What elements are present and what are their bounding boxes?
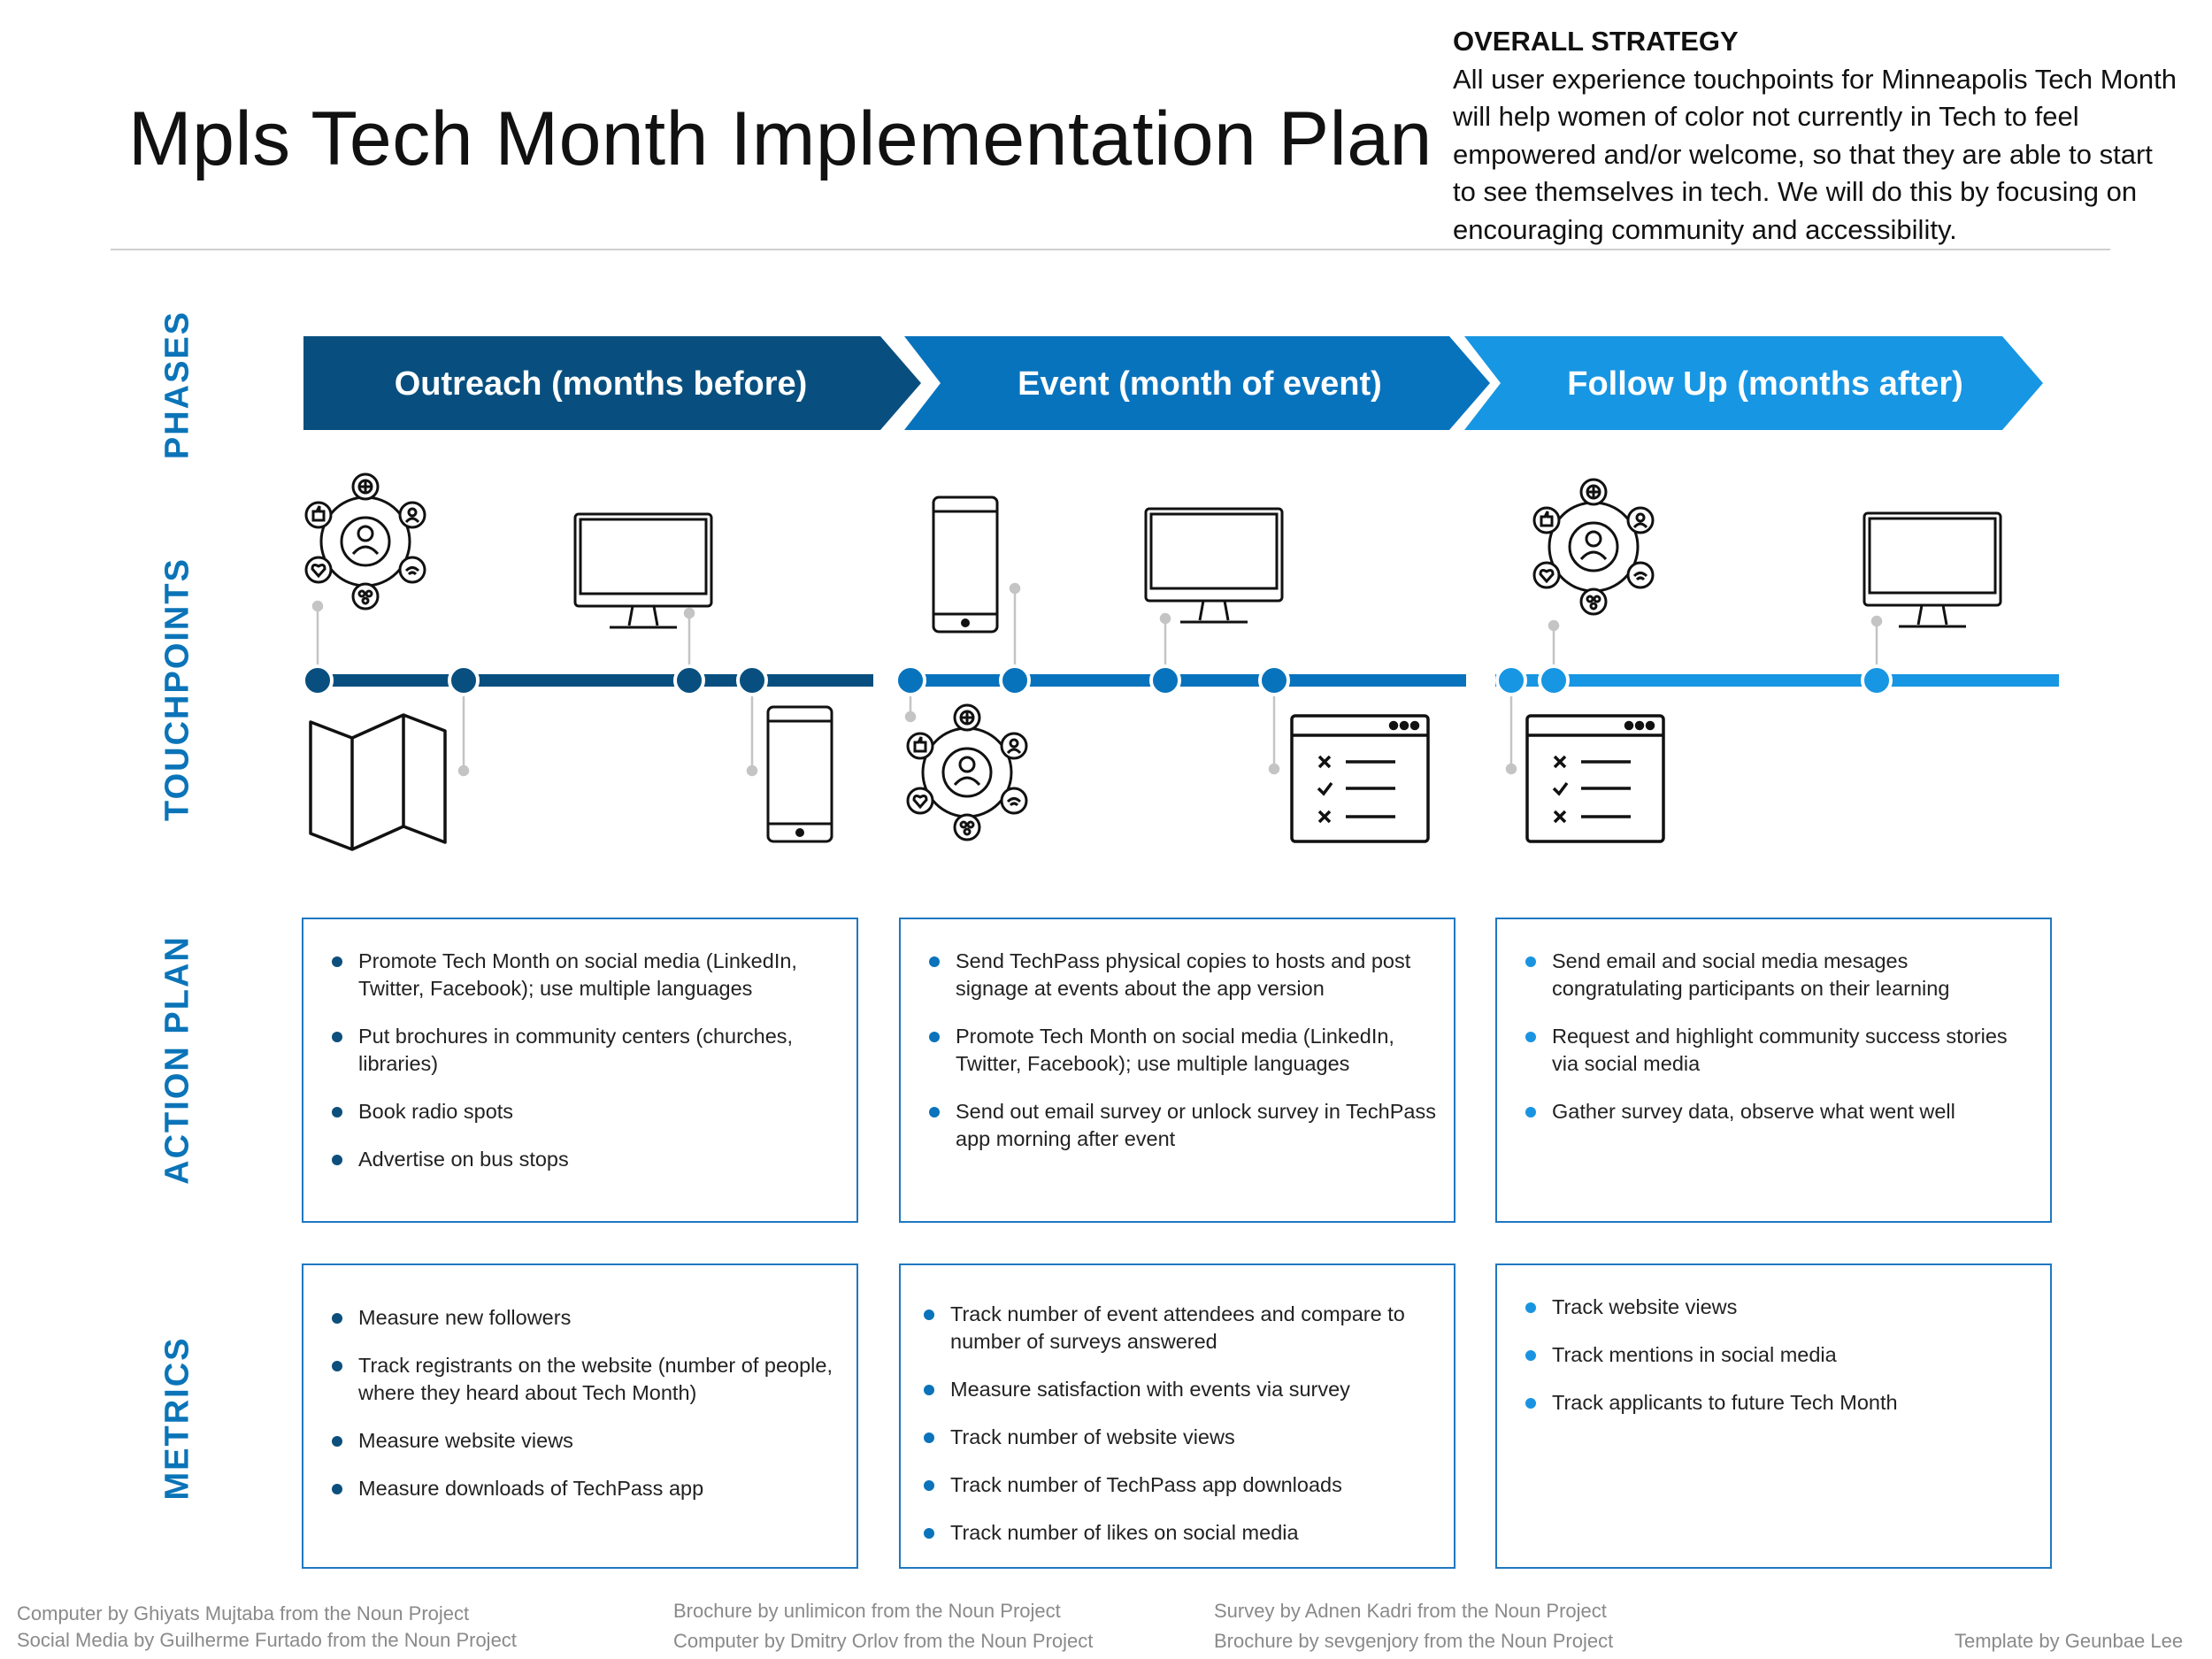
list-item: Measure new followers — [332, 1304, 839, 1332]
action-plan-label: ACTION PLAN — [158, 935, 196, 1185]
list-item: Measure website views — [332, 1427, 839, 1455]
list-item: Send email and social media mesages congratulating participants on their learning — [1525, 948, 2032, 1002]
list-item: Promote Tech Month on social media (LinkedIn, Twitter, Facebook); use multiple languages — [332, 948, 839, 1002]
survey-icon — [1527, 716, 1663, 841]
icon-credit: Survey by Adnen Kadri from the Noun Project — [1214, 1600, 1607, 1622]
list-item: Track applicants to future Tech Month — [1525, 1389, 2032, 1417]
list-item: Gather survey data, observe what went well — [1525, 1098, 2032, 1125]
list-item: Send TechPass physical copies to hosts and post signage at events about the app version — [929, 948, 1436, 1002]
phase-label-outreach: Outreach (months before) — [394, 365, 808, 403]
page-title: Mpls Tech Month Implementation Plan — [128, 96, 1432, 181]
strategy-heading: OVERALL STRATEGY — [1453, 26, 1739, 57]
list-item: Request and highlight community success stories via social media — [1525, 1023, 2032, 1078]
list-item: Advertise on bus stops — [332, 1146, 839, 1173]
list-item: Send out email survey or unlock survey in TechPass app morning after event — [929, 1098, 1436, 1153]
phone-icon — [933, 497, 997, 632]
metrics-event — [899, 1263, 1455, 1569]
touchpoints-label: TOUCHPOINTS — [158, 557, 196, 821]
timeline-outreach — [316, 674, 873, 687]
list-item: Measure downloads of TechPass app — [332, 1475, 839, 1502]
social-media-icon — [908, 705, 1026, 840]
strategy-text: All user experience touchpoints for Minneapolis Tech Month will help women of color not currently in Tech to feel empowered and/or welcome, so that they are able to start to see themselves in tech. We will do this by focusing on encouraging community and accessibility. — [1453, 63, 2177, 245]
icon-credit: Social Media by Guilherme Furtado from the Noun Project — [17, 1629, 517, 1651]
icon-credit: Brochure by sevgenjory from the Noun Project — [1214, 1630, 1614, 1652]
social-media-icon — [1534, 480, 1653, 614]
list-item: Track registrants on the website (number of people, where they heard about Tech Month) — [332, 1352, 839, 1407]
phase-label-event: Event (month of event) — [1018, 365, 1382, 403]
phone-icon — [768, 707, 832, 841]
phase-label-follow-up: Follow Up (months after) — [1567, 365, 1963, 403]
timeline-follow-up — [1495, 674, 2059, 687]
list-item: Track website views — [1525, 1294, 2032, 1321]
metrics-outreach — [302, 1263, 858, 1569]
phases-label: PHASES — [158, 310, 196, 460]
list-item: Track number of TechPass app downloads — [924, 1471, 1436, 1499]
action-plan-follow-up — [1495, 918, 2052, 1223]
list-item: Measure satisfaction with events via survey — [924, 1376, 1436, 1403]
icon-credit: Brochure by unlimicon from the Noun Project — [673, 1600, 1061, 1622]
template-credit: Template by Geunbae Lee — [1955, 1630, 2184, 1652]
computer-icon — [1864, 513, 2001, 626]
list-item: Track number of website views — [924, 1424, 1436, 1451]
metrics-follow-up — [1495, 1263, 2052, 1569]
social-media-icon — [306, 474, 425, 609]
action-plan-outreach — [302, 918, 858, 1223]
metrics-label: METRICS — [158, 1336, 196, 1501]
list-item: Track mentions in social media — [1525, 1341, 2032, 1369]
timeline-event — [902, 674, 1466, 687]
list-item: Track number of event attendees and compare to number of surveys answered — [924, 1301, 1436, 1356]
icon-credit: Computer by Ghiyats Mujtaba from the Noun Project — [17, 1602, 470, 1624]
list-item: Track number of likes on social media — [924, 1519, 1436, 1547]
icon-credit: Computer by Dmitry Orlov from the Noun Project — [673, 1630, 1094, 1652]
list-item: Book radio spots — [332, 1098, 839, 1125]
survey-icon — [1292, 716, 1428, 841]
list-item: Promote Tech Month on social media (LinkedIn, Twitter, Facebook); use multiple languages — [929, 1023, 1436, 1078]
action-plan-event — [899, 918, 1455, 1223]
list-item: Put brochures in community centers (churches, libraries) — [332, 1023, 839, 1078]
computer-icon — [1146, 509, 1282, 622]
brochure-icon — [311, 715, 445, 849]
